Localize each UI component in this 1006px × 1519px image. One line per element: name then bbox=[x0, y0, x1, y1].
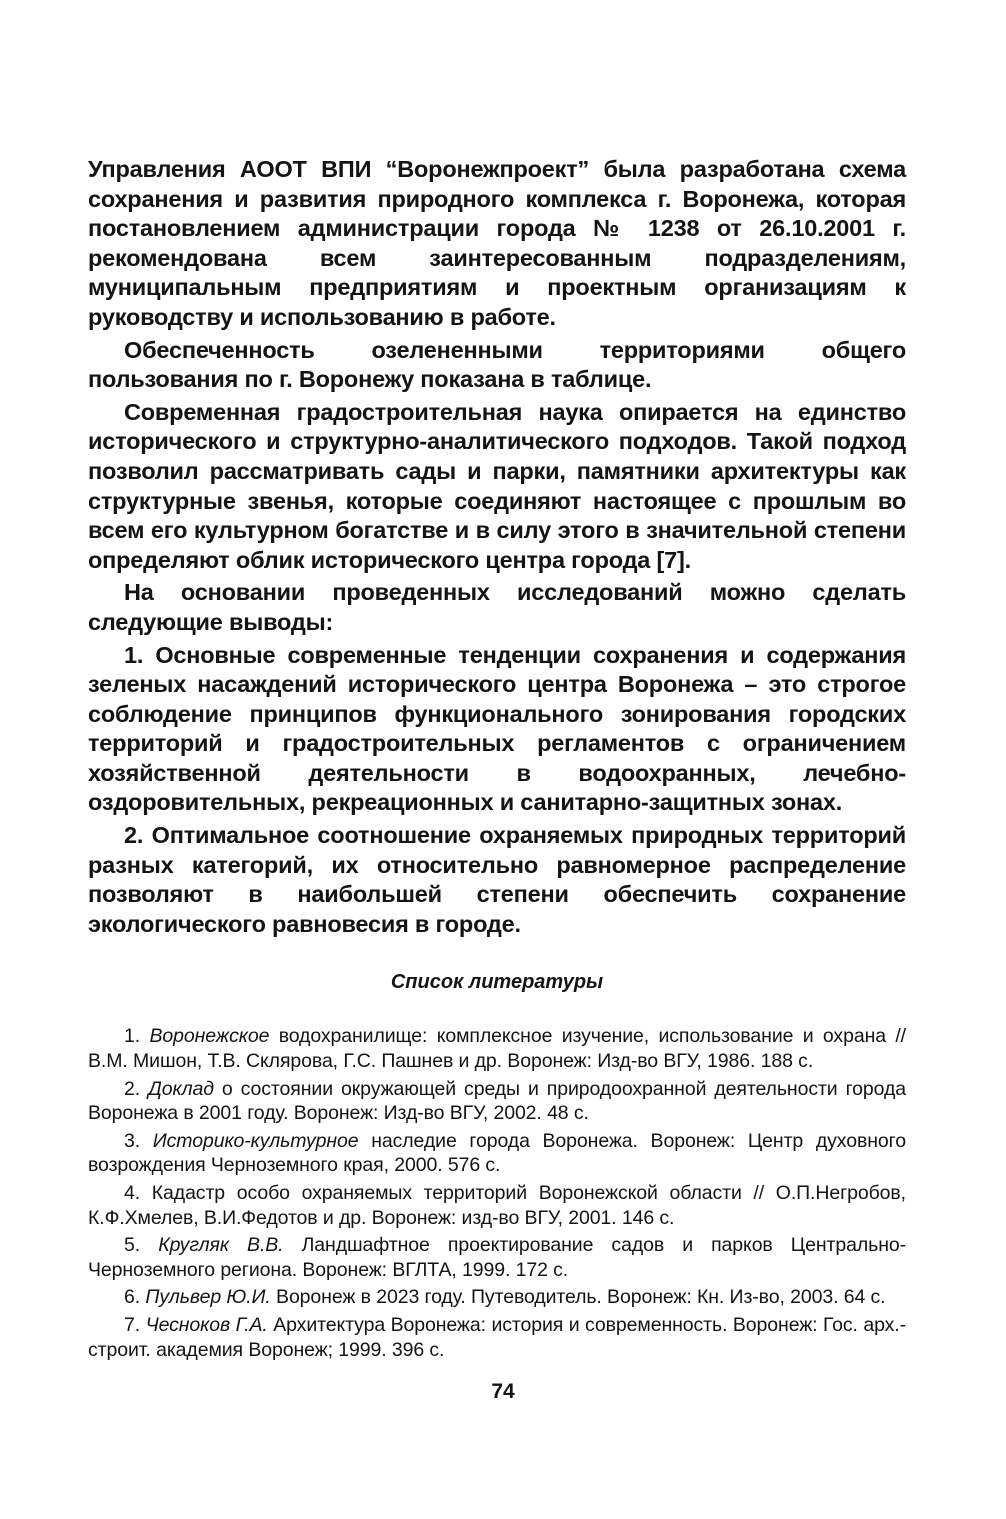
reference-number: 3. bbox=[124, 1129, 141, 1152]
reference-text: Архитектура Воронежа: история и современность. Воронеж: Гос. арх.-строит. академия Воронеж; 1999. 396 с. bbox=[88, 1313, 906, 1361]
reference-author: Чесноков Г.А. bbox=[145, 1313, 268, 1336]
reference-text: водохранилище: комплексное изучение, использование и охрана // В.М. Мишон, Т.В. Склярова, Г.С. Пашнев и др. Воронеж: Изд-во ВГУ, 1986. 188 с. bbox=[88, 1025, 906, 1073]
paragraph-continuation: Управления АООТ ВПИ “Воронежпроект” была разработана схема сохранения и развития природного комплекса г. Воронежа, которая постановлением администрации города № 1238 от 26.10.2001 г. рекомендована всем заинтересованным подразделениям, муниципальным предприятиям и проектным организациям к руководству и использованию в работе. bbox=[88, 156, 906, 330]
paragraph-conclusion-1: 1. Основные современные тенденции сохранения и содержания зеленых насаждений исторического центра Воронежа – это строгое соблюдение принципов функционального зонирования городских территорий и градостроительных регламентов с ограничением хозяйственной деятельности в водоохранных, лечебно-оздоровительных, рекреационных и санитарно-защитных зонах. bbox=[88, 641, 906, 816]
reference-number: 7. bbox=[124, 1313, 141, 1336]
reference-author: Кругляк В.В. bbox=[158, 1234, 284, 1257]
reference-item bbox=[88, 1129, 906, 1178]
reference-item bbox=[88, 1077, 906, 1126]
reference-text: Воронеж в 2023 году. Путеводитель. Воронеж: Кн. Из-во, 2003. 64 с. bbox=[276, 1286, 886, 1309]
reference-number: 4. bbox=[124, 1182, 141, 1204]
reference-number: 2. bbox=[124, 1077, 141, 1100]
page-number: 74 bbox=[491, 1380, 515, 1403]
page-body bbox=[88, 155, 906, 1365]
reference-text: о состоянии окружающей среды и природоохранной деятельности города Воронежа в 2001 году. Воронеж: Изд-во ВГУ, 2002. 48 с. bbox=[88, 1077, 907, 1125]
reference-item bbox=[88, 1233, 906, 1282]
reference-author: Пульвер Ю.И. bbox=[145, 1286, 271, 1309]
paragraph-conclusions-intro: На основании проведенных исследований можно сделать следующие выводы: bbox=[88, 579, 906, 635]
reference-number: 6. bbox=[124, 1286, 141, 1309]
reference-author: Историко-культурное bbox=[152, 1129, 359, 1152]
reference-item bbox=[88, 1313, 906, 1362]
reference-text: наследие города Воронежа. Воронеж: Центр духовного возрождения Черноземного края, 2000. 576 с. bbox=[88, 1129, 906, 1177]
reference-author: Доклад bbox=[148, 1077, 214, 1100]
paragraph-green-coverage: Обеспеченность озелененными территориями общего пользования по г. Воронежу показана в таблице. bbox=[88, 336, 906, 393]
paragraph-conclusion-2: 2. Оптимальное соотношение охраняемых природных территорий разных категорий, их относительно равномерное распределение позволяют в наибольшей степени обеспечить сохранение экологического равновесия в городе. bbox=[88, 822, 906, 937]
reference-item bbox=[88, 1024, 906, 1073]
reference-text: Кадастр особо охраняемых территорий Воронежской области // О.П.Негробов, К.Ф.Хмелев, В.И.Федотов и др. Воронеж: изд-во ВГУ, 2001. 146 с. bbox=[88, 1182, 906, 1229]
reference-author: Воронежское bbox=[149, 1025, 270, 1048]
reference-text: Ландшафтное проектирование садов и парков Центрально-Черноземного региона. Воронеж: ВГЛТА, 1999. 172 с. bbox=[88, 1234, 906, 1281]
reference-item bbox=[88, 1181, 906, 1230]
paragraph-urban-science: Современная градостроительная наука опирается на единство исторического и структурно-аналитического подходов. Такой подход позволил рассматривать сады и парки, памятники архитектуры как структурные звенья, которые соединяют настоящее с прошлым во всем его культурном богатстве и в силу этого в значительной степени определяют облик исторического центра города [7]. bbox=[88, 398, 906, 573]
references-title: Список литературы bbox=[390, 971, 604, 994]
reference-item bbox=[88, 1285, 906, 1310]
references-list bbox=[88, 1024, 906, 1362]
reference-number: 5. bbox=[124, 1234, 141, 1257]
reference-number: 1. bbox=[124, 1025, 141, 1048]
